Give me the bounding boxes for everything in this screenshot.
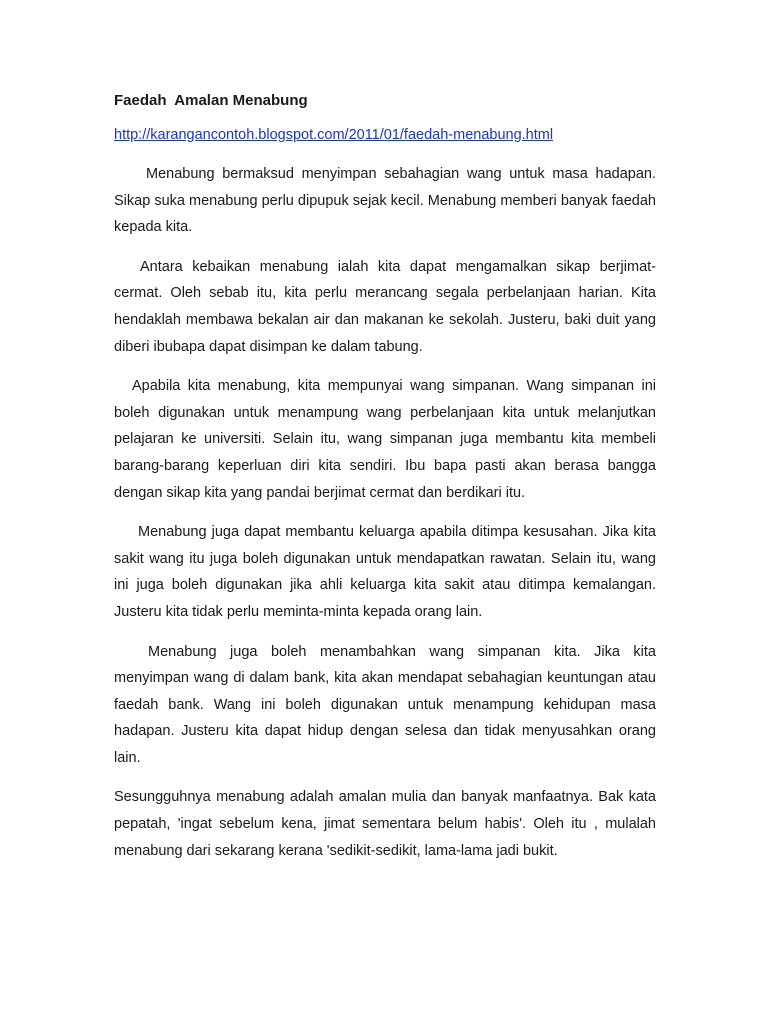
paragraph-2: Antara kebaikan menabung ialah kita dapat mengamalkan sikap berjimat-cermat. Oleh sebab itu, kita perlu merancang segala perbelanjaan harian. Kita hendaklah membawa bekalan air dan makanan ke sekolah. Justeru, baki duit yang diberi ibubapa dapat disimpan ke dalam tabung. xyxy=(114,258,656,355)
document-page xyxy=(114,91,656,877)
paragraph-5: Menabung juga boleh menambahkan wang simpanan kita. Jika kita menyimpan wang di dalam bank, kita akan mendapat sebahagian keuntungan atau faedah bank. Wang ini boleh digunakan untuk menampung kehidupan masa hadapan. Justeru kita dapat hidup dengan selesa dan tidak menyusahkan orang lain. xyxy=(114,643,656,766)
paragraph-4: Menabung juga dapat membantu keluarga apabila ditimpa kesusahan. Jika kita sakit wang itu juga boleh digunakan untuk mendapatkan rawatan. Selain itu, wang ini juga boleh digunakan jika ahli keluarga kita sakit atau ditimpa kemalangan. Justeru kita tidak perlu meminta-minta kepada orang lain. xyxy=(114,524,656,620)
paragraph-6: Sesungguhnya menabung adalah amalan mulia dan banyak manfaatnya. Bak kata pepatah, 'ingat sebelum kena, jimat sementara belum habis'. Oleh itu , mulalah menabung dari sekarang kerana 'sedikit-sedikit, lama-lama jadi bukit. xyxy=(114,789,656,859)
paragraph-1: Menabung bermaksud menyimpan sebahagian wang untuk masa hadapan. Sikap suka menabung perlu dipupuk sejak kecil. Menabung memberi banyak faedah kepada kita. xyxy=(114,166,656,236)
source-link[interactable]: http://karangancontoh.blogspot.com/2011/01/faedah-menabung.html xyxy=(114,127,554,143)
paragraph-3: Apabila kita menabung, kita mempunyai wang simpanan. Wang simpanan ini boleh digunakan untuk menampung wang perbelanjaan kita untuk melanjutkan pelajaran ke universiti. Selain itu, wang simpanan juga membantu kita membeli barang-barang keperluan diri kita sendiri. Ibu bapa pasti akan berasa bangga dengan sikap kita yang pandai berjimat cermat dan berdikari itu. xyxy=(114,378,656,501)
document-title: Faedah Amalan Menabung xyxy=(114,92,308,109)
